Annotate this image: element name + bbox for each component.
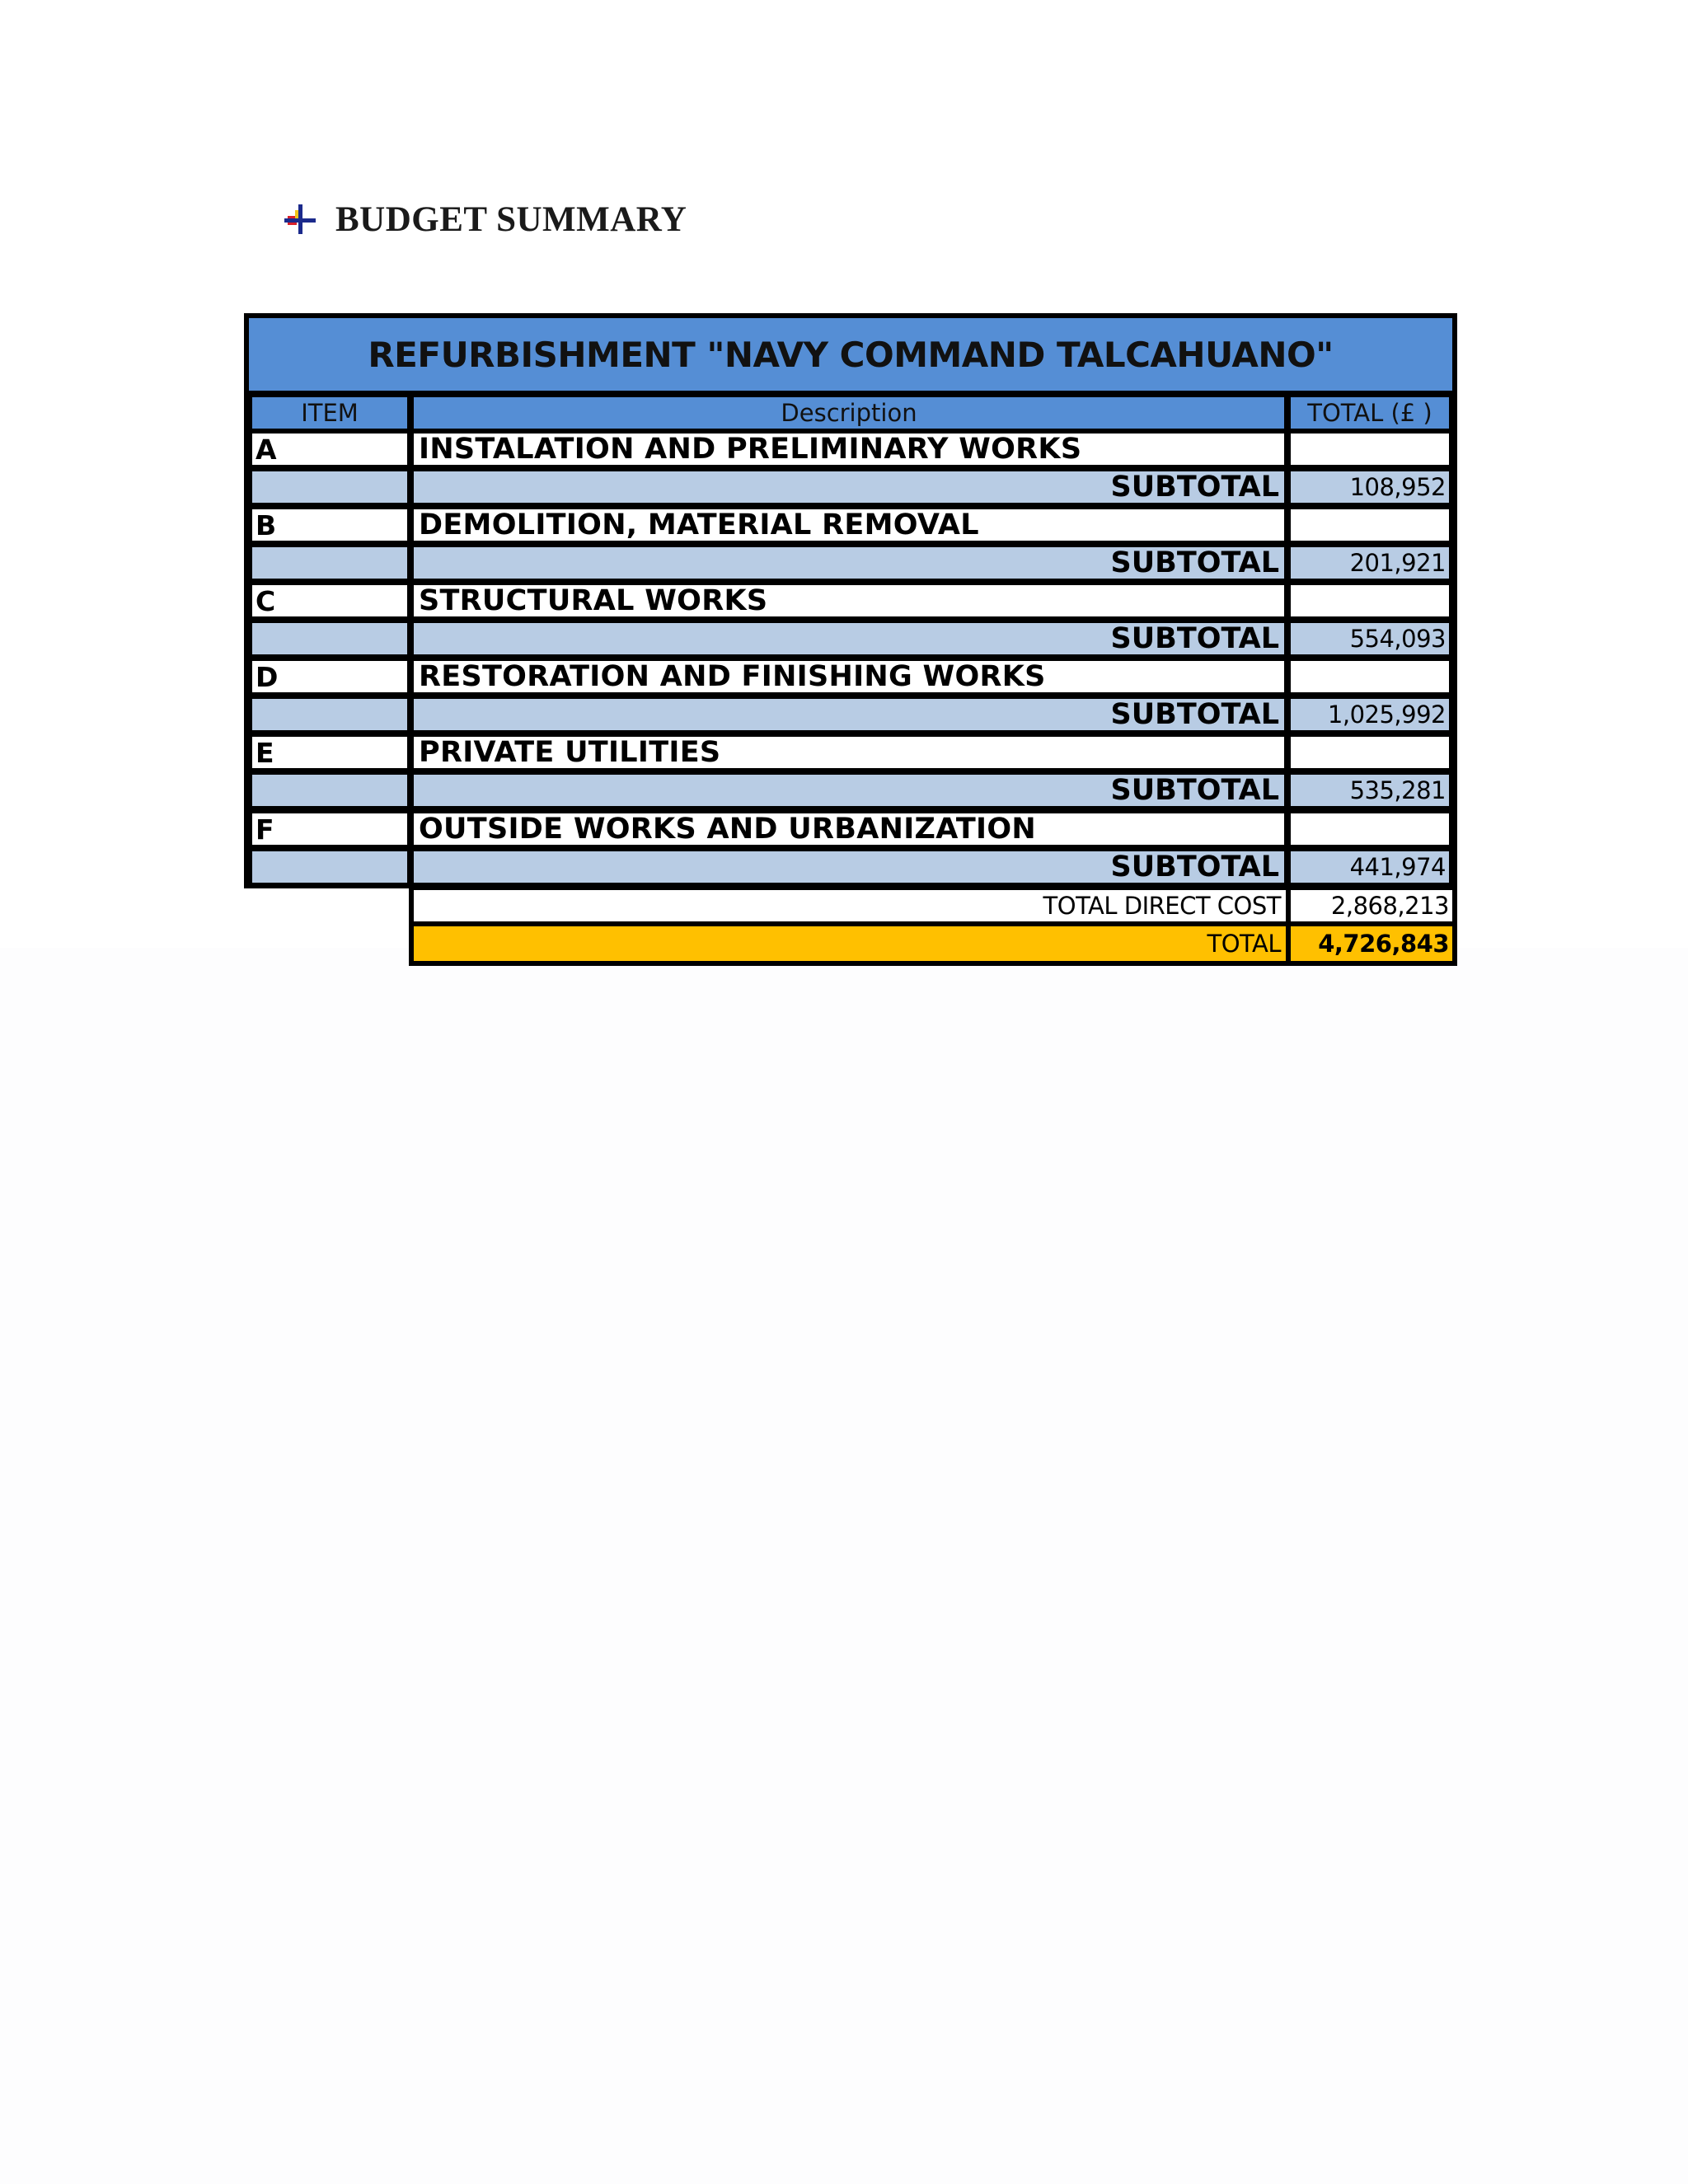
total-label: TOTAL [409,923,1289,966]
section-description: RESTORATION AND FINISHING WORKS [410,658,1287,696]
section-total-empty [1287,506,1452,544]
subtotal-item-empty [249,544,410,582]
item-letter: D [249,658,410,696]
four-color-cross-bullet-icon [283,203,316,236]
section-description: INSTALATION AND PRELIMINARY WORKS [410,430,1287,468]
subtotal-item-empty [249,696,410,733]
section-description: DEMOLITION, MATERIAL REMOVAL [410,506,1287,544]
section-total-empty [1287,733,1452,771]
total-direct-cost-value: 2,868,213 [1287,887,1457,925]
budget-table [244,313,1457,966]
subtotal-label: SUBTOTAL [410,544,1287,582]
column-header-total: TOTAL (£ ) [1287,394,1452,432]
section-heading [283,194,687,244]
total-value: 4,726,843 [1287,923,1457,966]
subtotal-value: 554,093 [1287,620,1452,658]
column-header-description: Description [410,394,1287,432]
subtotal-label: SUBTOTAL [410,848,1287,886]
heading-title: BUDGET SUMMARY [335,199,687,239]
section-description: PRIVATE UTILITIES [410,733,1287,771]
section-total-empty [1287,658,1452,696]
item-letter: F [249,810,410,848]
subtotal-item-empty [249,620,410,658]
section-total-empty [1287,430,1452,468]
section-description: STRUCTURAL WORKS [410,582,1287,620]
subtotal-value: 1,025,992 [1287,696,1452,733]
subtotal-label: SUBTOTAL [410,771,1287,809]
section-description: OUTSIDE WORKS AND URBANIZATION [410,810,1287,848]
subtotal-label: SUBTOTAL [410,468,1287,506]
section-total-empty [1287,582,1452,620]
item-letter: A [249,430,410,468]
subtotal-value: 201,921 [1287,544,1452,582]
page-background [0,948,1688,2184]
subtotal-label: SUBTOTAL [410,696,1287,733]
subtotal-value: 441,974 [1287,848,1452,886]
item-letter: E [249,733,410,771]
subtotal-label: SUBTOTAL [410,620,1287,658]
total-direct-cost-label: TOTAL DIRECT COST [409,887,1289,925]
subtotal-value: 108,952 [1287,468,1452,506]
table-title: REFURBISHMENT "NAVY COMMAND TALCAHUANO" [244,313,1457,396]
item-letter: C [249,582,410,620]
column-header-item: ITEM [249,394,410,432]
item-letter: B [249,506,410,544]
section-total-empty [1287,810,1452,848]
subtotal-item-empty [249,848,410,886]
subtotal-value: 535,281 [1287,771,1452,809]
subtotal-item-empty [249,771,410,809]
subtotal-item-empty [249,468,410,506]
